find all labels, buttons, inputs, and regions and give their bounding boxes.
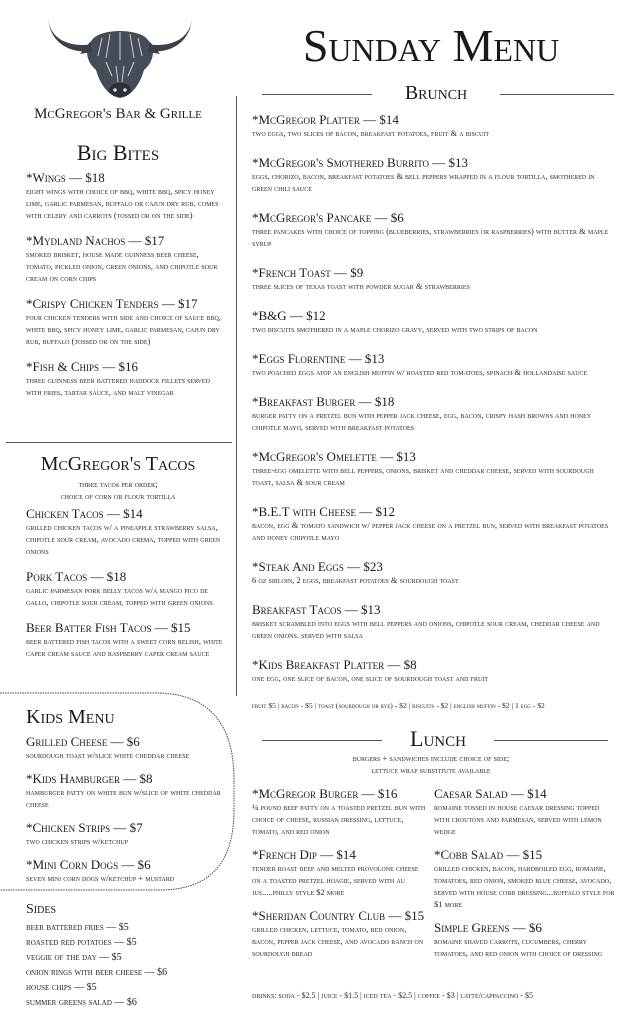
item-desc: four chicken tenders with side and choice of sauce bbq, white bbq, spicy honey lime, garlic parmesan, cajun dry rub, buffalo (tossed or on the side) — [26, 312, 221, 346]
menu-title: Sunday Menu — [302, 20, 560, 71]
item-name: *Breakfast Burger — $18 — [252, 394, 395, 409]
item-desc: three slices of texas toast with powder sugar & strawberries — [252, 281, 470, 291]
item-name: *Crispy Chicken Tenders — $17 — [26, 296, 198, 311]
divider — [494, 740, 608, 741]
list-item — [252, 908, 428, 959]
kids-list — [26, 734, 231, 894]
item-desc: smoked brisket, house made guinness beer cheese, tomato, pickled onion, green onions, and chipotle sour cream on corn chips — [26, 249, 218, 283]
item-desc: two eggs, two slices of bacon, breakfast potatoes, fruit & a biscuit — [252, 128, 490, 138]
item-name: *B.E.T with Cheese — $12 — [252, 504, 395, 519]
list-item — [252, 786, 428, 837]
list-item — [252, 265, 614, 292]
item-name: Beer Batter Fish Tacos — $15 — [26, 620, 191, 635]
item-desc: three pancakes with choice of topping (blueberries, strawberries or raspberries) with butter & maple syrup — [252, 226, 609, 248]
item-name: *Mini Corn Dogs — $6 — [26, 857, 151, 872]
item-name: Grilled Cheese — $6 — [26, 734, 140, 749]
list-item — [252, 847, 428, 898]
item-name: Chicken Tacos — $14 — [26, 506, 143, 521]
list-item — [434, 847, 616, 910]
list-item: beer battered fries — $5 — [26, 922, 129, 933]
divider — [262, 740, 382, 741]
list-item — [26, 820, 231, 847]
list-item — [252, 657, 614, 684]
list-item — [252, 308, 614, 335]
list-item — [252, 112, 614, 139]
list-item — [26, 359, 226, 398]
list-item — [26, 170, 226, 221]
item-desc: tender roast beef and melted provolone cheese on a toasted pretzel hoagie, served with au jus.....philly style $2 more — [252, 863, 419, 897]
item-desc: two poached eggs atop an english muffin w/ roasted red tomatoes, spinach & hollandaise sauce — [252, 367, 588, 377]
list-item — [252, 504, 614, 543]
brand-name: McGregor's Bar & Grille — [34, 106, 202, 122]
big-bites-title: Big Bites — [76, 140, 160, 165]
item-desc: eight wings with choice of bbq, white bbq, spicy honey lime, garlic parmesan, buffalo or cajun dry rub. comes with celery and carrots (tossed or on the side) — [26, 186, 219, 220]
brunch-extras: fruit $5 | bacon - $5 | toast (sourdough or rye) - $2 | biscuits - $2 | english muffin - $2 | 1 egg - $2 — [252, 701, 545, 710]
list-item — [252, 210, 614, 249]
list-item — [26, 734, 231, 761]
tacos-subtitle — [0, 478, 236, 502]
item-name: *B&G — $12 — [252, 308, 326, 323]
brunch-title: Brunch — [404, 82, 468, 104]
divider — [262, 94, 372, 95]
list-item — [252, 351, 614, 378]
big-bites-list — [26, 170, 226, 410]
list-item — [26, 233, 226, 284]
item-name: *French Dip — $14 — [252, 847, 356, 862]
lunch-note-line1: burgers + sandwiches include choice of side; — [352, 753, 510, 763]
list-item — [434, 786, 616, 837]
item-name: *McGregor Platter — $14 — [252, 112, 399, 127]
item-desc: one egg, one slice of bacon, one slice of sourdough toast and fruit — [252, 673, 488, 683]
item-desc: garlic parmesan pork belly tacos w/a mango pico de gallo, chipotle sour cream, topped with green onions — [26, 585, 213, 607]
divider — [6, 442, 232, 443]
tacos-title: McGregor's Tacos — [40, 453, 196, 475]
item-desc: seven mini corn dogs w/ketchup + mustard — [26, 873, 175, 883]
column-divider — [236, 96, 237, 696]
item-desc: two chicken strips w/ketchup — [26, 836, 129, 846]
highland-cow-icon — [40, 10, 200, 102]
divider — [500, 94, 614, 95]
item-name: *McGregor's Pancake — $6 — [252, 210, 404, 225]
list-item — [252, 559, 614, 586]
list-item — [26, 506, 226, 557]
list-item — [26, 857, 231, 884]
item-desc: romaine shaved carrots, cucumbers, cherry tomatoes, and red onion with choice of dressing — [434, 936, 603, 958]
list-item — [26, 771, 231, 810]
item-name: *McGregor's Smothered Burrito — $13 — [252, 155, 469, 170]
list-item — [252, 394, 614, 433]
lunch-list-right — [434, 786, 616, 969]
kids-title: Kids Menu — [26, 706, 115, 728]
item-desc: bacon, egg & tomato sandwich w/ pepper jack cheese on a pretzel bun, served with breakfast potatoes and honey chipotle mayo — [252, 520, 609, 542]
item-name: *Wings — $18 — [26, 170, 105, 185]
item-desc: sourdough toast w/slice white cheddar cheese — [26, 750, 190, 760]
item-name: Pork Tacos — $18 — [26, 569, 127, 584]
item-desc: two biscuits smothered in a maple chorizo gravy, served with two strips of bacon — [252, 324, 538, 334]
item-desc: three-egg omelette with bell peppers, onions, brisket and cheddar cheese, served with sourdough toast, salsa & sour cream — [252, 465, 594, 487]
list-item — [434, 920, 616, 959]
item-name: *Cobb Salad — $15 — [434, 847, 543, 862]
item-desc: 6 oz sirloin, 2 eggs, breakfast potatoes & sourdough toast — [252, 575, 459, 585]
item-name: *Steak And Eggs — $23 — [252, 559, 383, 574]
lunch-title: Lunch — [410, 726, 466, 751]
drinks-line: drinks: soda - $2.5 | juice - $1.5 | iced tea - $2.5 | coffee - $3 | latte/cappaccino - $5 — [252, 991, 533, 1000]
item-desc: grilled chicken tacos w/ a pineapple strawberry salsa, chipotle sour cream, avocado crema, topped with green onions — [26, 522, 221, 556]
item-name: *McGregor Burger — $16 — [252, 786, 398, 801]
list-item: house chips — $5 — [26, 982, 97, 993]
list-item: veggie of the day — $5 — [26, 952, 122, 963]
list-item — [252, 155, 614, 194]
sides-list — [26, 920, 236, 1010]
tacos-subtitle-line2: choice of corn or flour tortilla — [60, 491, 176, 501]
item-name: *French Toast — $9 — [252, 265, 364, 280]
lunch-note-line2: lettuce wrap substitute available — [371, 765, 491, 775]
item-desc: hamburger patty on white bun w/slice of white cheddar cheese — [26, 787, 221, 809]
item-desc: grilled chicken, lettuce, tomato, red onion, bacon, pepper jack cheese, and avocado ranch on sourdough bread — [252, 924, 424, 958]
item-name: Simple Greens — $6 — [434, 920, 542, 935]
list-item — [252, 449, 614, 488]
brunch-list — [252, 112, 614, 700]
item-desc: eggs, chorizo, bacon, breakfast potatoes & bell peppers wrapped in a flour tortilla, smothered in green chili sauce — [252, 171, 595, 193]
item-name: *Mydland Nachos — $17 — [26, 233, 165, 248]
item-desc: romaine tossed in house caesar dressing topped with croutons and parmesan, served with lemon wedge — [434, 802, 602, 836]
sides-title: Sides — [26, 902, 57, 917]
item-desc: beer battered fish tacos with a sweet corn relish, white caper cream sauce and raspberry caper cream sauce — [26, 636, 223, 658]
lunch-list-left — [252, 786, 428, 969]
list-item — [26, 620, 226, 659]
item-desc: ¼ pound beef patty on a toasted pretzel bun with choice of cheese, russian dressing, lettuce, tomato, and red onion — [252, 802, 426, 836]
item-desc: burger patty on a pretzel bun with pepper jack cheese, egg, bacon, crispy hash browns and honey chipotle mayo, served with breakfast potatoes — [252, 410, 592, 432]
list-item: onion rings with beer cheese — $6 — [26, 967, 168, 978]
item-name: *McGregor's Omelette — $13 — [252, 449, 416, 464]
list-item — [26, 569, 226, 608]
list-item: roasted red potatoes — $5 — [26, 937, 137, 948]
item-name: *Eggs Florentine — $13 — [252, 351, 385, 366]
item-name: *Kids Breakfast Platter — $8 — [252, 657, 417, 672]
tacos-subtitle-line1: three tacos per order; — [78, 479, 158, 489]
item-desc: three guinness beer battered haddock fillets served with fries, tartar sauce, and malt vinegar — [26, 375, 210, 397]
item-name: Breakfast Tacos — $13 — [252, 602, 381, 617]
item-name: *Fish & Chips — $16 — [26, 359, 139, 374]
item-name: *Chicken Strips — $7 — [26, 820, 143, 835]
item-desc: grilled chicken, bacon, hardboiled egg, romaine, tomatoes, red onion, smoked blue cheese, avocado, served with house cobb dressing...buffalo style for $1 more — [434, 863, 615, 909]
list-item: summer greens salad — $6 — [26, 997, 137, 1008]
logo — [40, 10, 200, 102]
list-item — [26, 296, 226, 347]
tacos-list — [26, 506, 226, 671]
lunch-note — [248, 752, 614, 776]
item-name: *Sheridan Country Club — $15 — [252, 908, 425, 923]
item-name: *Kids Hamburger — $8 — [26, 771, 153, 786]
item-name: Caesar Salad — $14 — [434, 786, 547, 801]
list-item — [252, 602, 614, 641]
item-desc: brisket scrambled into eggs with bell peppers and onions, chipotle sour cream, cheddar cheese and green onions. served with salsa — [252, 618, 600, 640]
